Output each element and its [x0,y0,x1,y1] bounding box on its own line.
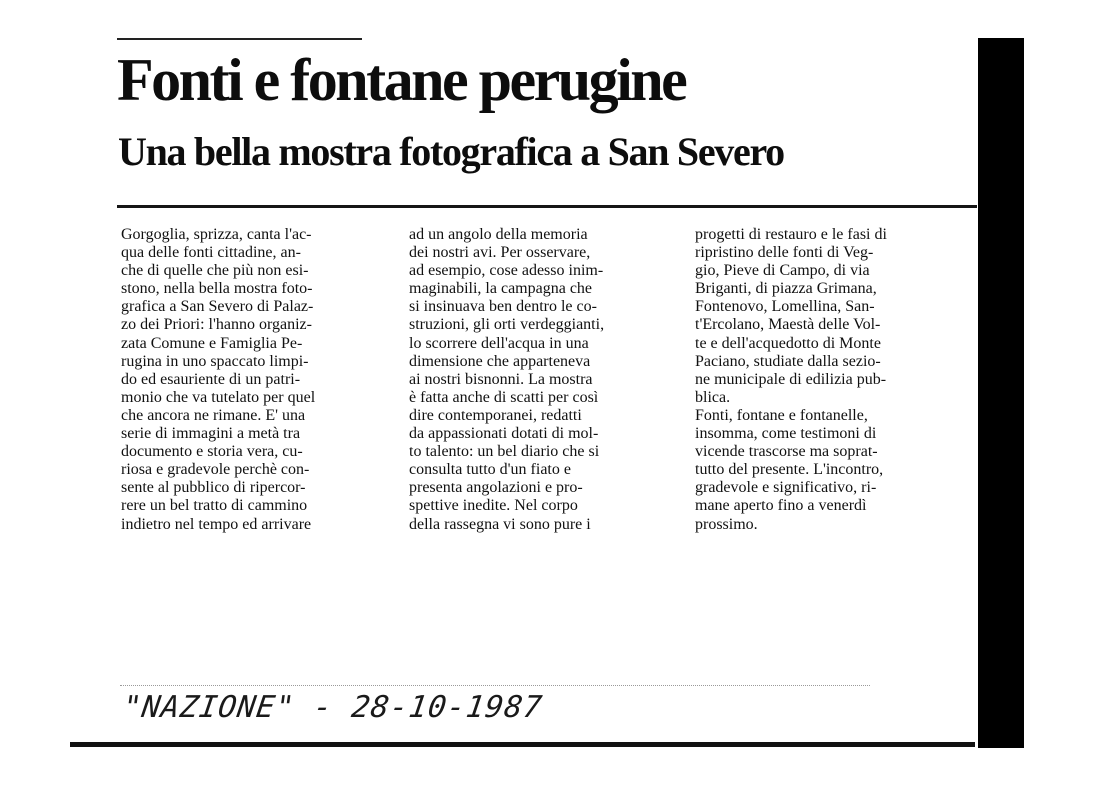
scan-dark-edge [978,38,1024,748]
article-column-1: Gorgoglia, sprizza, canta l'ac- qua delle fonti cittadine, an- che di quelle che più non esi- stono, nella bella mostra foto- grafica a San Severo di Palaz- zo dei Priori: l'hanno organiz- zata Comune e Famiglia Pe- rugina in uno spaccato limpi- do ed esauriente di un patri- monio che va tutelato per quel che ancora ne rimane. E' una serie di immagini a metà tra documento e storia vera, cu- riosa e gradevole perchè con- sente al pubblico di ripercor- rere un bel tratto di cammino indietro nel tempo ed arrivare [121,226,316,533]
subheadline: Una bella mostra fotografica a San Severo [118,129,784,174]
bottom-rule [70,742,975,747]
dotted-separator [120,685,870,686]
article-column-3: progetti di restauro e le fasi di ripristino delle fonti di Veg- gio, Pieve di Campo, di via Briganti, di piazza Grimana, Fontenovo, Lomellina, San- t'Ercolano, Maestà delle Vol- te e dell'acquedotto di Monte Paciano, studiate dalla sezio- ne municipale di edilizia pub- blica. Fonti, fontane e fontanelle, insomma, come testimoni di vicende trascorse ma soprat- tutto del presente. L'incontro, gradevole e significativo, ri- mane aperto fino a venerdì prossimo. [695,226,887,533]
article-column-2: ad un angolo della memoria dei nostri avi. Per osservare, ad esempio, cose adesso inim- maginabili, la campagna che si insinuava ben dentro le co- struzioni, gli orti verdeggianti, lo scorrere dell'acqua in una dimensione che apparteneva ai nostri bisnonni. La mostra è fatta anche di scatti per così dire contemporanei, redatti da appassionati dotati di mol- to talento: un bel diario che si consulta tutto d'un fiato e presenta angolazioni e pro- spettive inedite. Nel corpo della rassegna vi sono pure i [409,226,605,533]
handwritten-source-note: "NAZIONE" - 28-10-1987 [120,690,545,725]
headline: Fonti e fontane perugine [117,47,686,113]
top-rule [117,38,362,40]
headline-divider [117,205,977,208]
